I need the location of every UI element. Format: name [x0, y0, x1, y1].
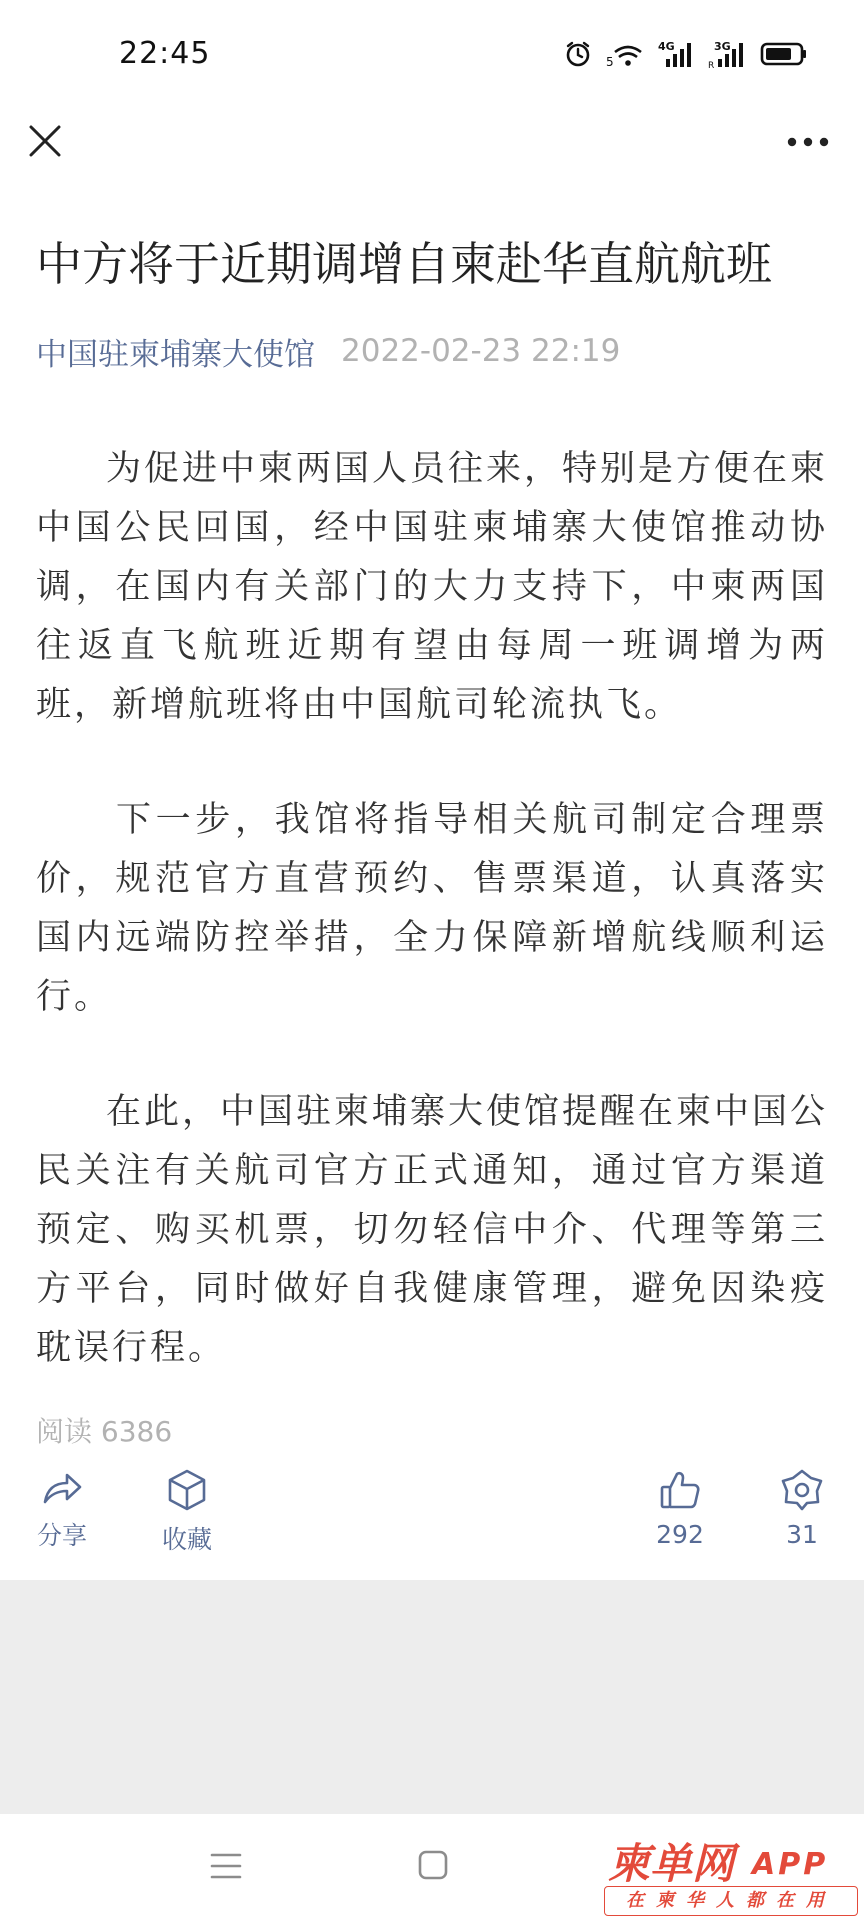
wifi-icon: [606, 40, 644, 68]
article-body: [36, 440, 828, 1378]
svg-text:5: 5: [606, 55, 614, 68]
watermark-tagline: 在柬华人都在用: [604, 1886, 858, 1916]
like-button[interactable]: [644, 1468, 716, 1549]
close-button[interactable]: [22, 118, 68, 164]
battery-icon: [760, 41, 808, 67]
share-icon: [40, 1468, 84, 1508]
svg-text:4G: 4G: [658, 40, 675, 53]
favorite-button[interactable]: [148, 1468, 226, 1556]
wow-button[interactable]: [770, 1468, 834, 1549]
author-link[interactable]: 中国驻柬埔寨大使馆: [36, 336, 315, 373]
svg-text:柬单网: 柬单网: [608, 1839, 735, 1886]
nav-menu-button[interactable]: [208, 1848, 244, 1884]
article-meta: [36, 330, 620, 372]
paragraph-2: 下一步，我馆将指导相关航司制定合理票价，规范官方直营预约、售票渠道，认真落实国内远端防控举措，全力保障新增航线顺利运行。: [36, 800, 828, 1017]
wow-icon: [780, 1468, 824, 1512]
paragraph-1: 为促进中柬两国人员往来，特别是方便在柬中国公民回国，经中国驻柬埔寨大使馆推动协调，在国内有关部门的大力支持下，中柬两国往返直飞航班近期有望由每周一班调增为两班，新增航班将由中国航司轮流执飞。: [36, 449, 829, 725]
signal-4g-icon: [658, 39, 694, 69]
menu-icon: [208, 1848, 244, 1884]
svg-text:APP: APP: [752, 1847, 829, 1882]
share-button[interactable]: [28, 1468, 96, 1552]
watermark-logo: [604, 1836, 858, 1886]
home-square-icon: [416, 1848, 450, 1882]
like-count: 292: [656, 1520, 704, 1549]
wow-count: 31: [786, 1520, 818, 1549]
svg-text:R: R: [708, 61, 715, 69]
share-label: 分享: [36, 1521, 87, 1550]
publish-date: 2022-02-23 22:19: [341, 333, 621, 369]
close-icon: [28, 124, 62, 158]
top-bar: [0, 108, 864, 204]
nav-home-button[interactable]: [416, 1848, 450, 1882]
favorite-label: 收藏: [161, 1525, 212, 1554]
alarm-icon: [564, 40, 592, 68]
status-time: 22:45: [119, 36, 211, 71]
paragraph-3: 在此，中国驻柬埔寨大使馆提醒在柬中国公民关注有关航司官方正式通知，通过官方渠道预定、购买机票，切勿轻信中介、代理等第三方平台，同时做好自我健康管理，避免因染疫耽误行程。: [36, 1092, 829, 1368]
watermark: [604, 1836, 858, 1920]
status-bar: [0, 0, 864, 108]
cube-icon: [165, 1468, 209, 1512]
read-count: 阅读 6386: [36, 1415, 173, 1448]
comment-area-placeholder: [0, 1580, 864, 1814]
signal-3g-icon: [708, 39, 746, 69]
article-title: 中方将于近期调增自柬赴华直航航班: [36, 237, 772, 291]
thumbs-up-icon: [658, 1468, 702, 1512]
svg-text:3G: 3G: [714, 40, 731, 53]
more-button[interactable]: [782, 122, 834, 162]
more-dots-icon: [786, 136, 830, 148]
status-icons: [564, 36, 808, 72]
action-bar: [0, 1468, 864, 1574]
